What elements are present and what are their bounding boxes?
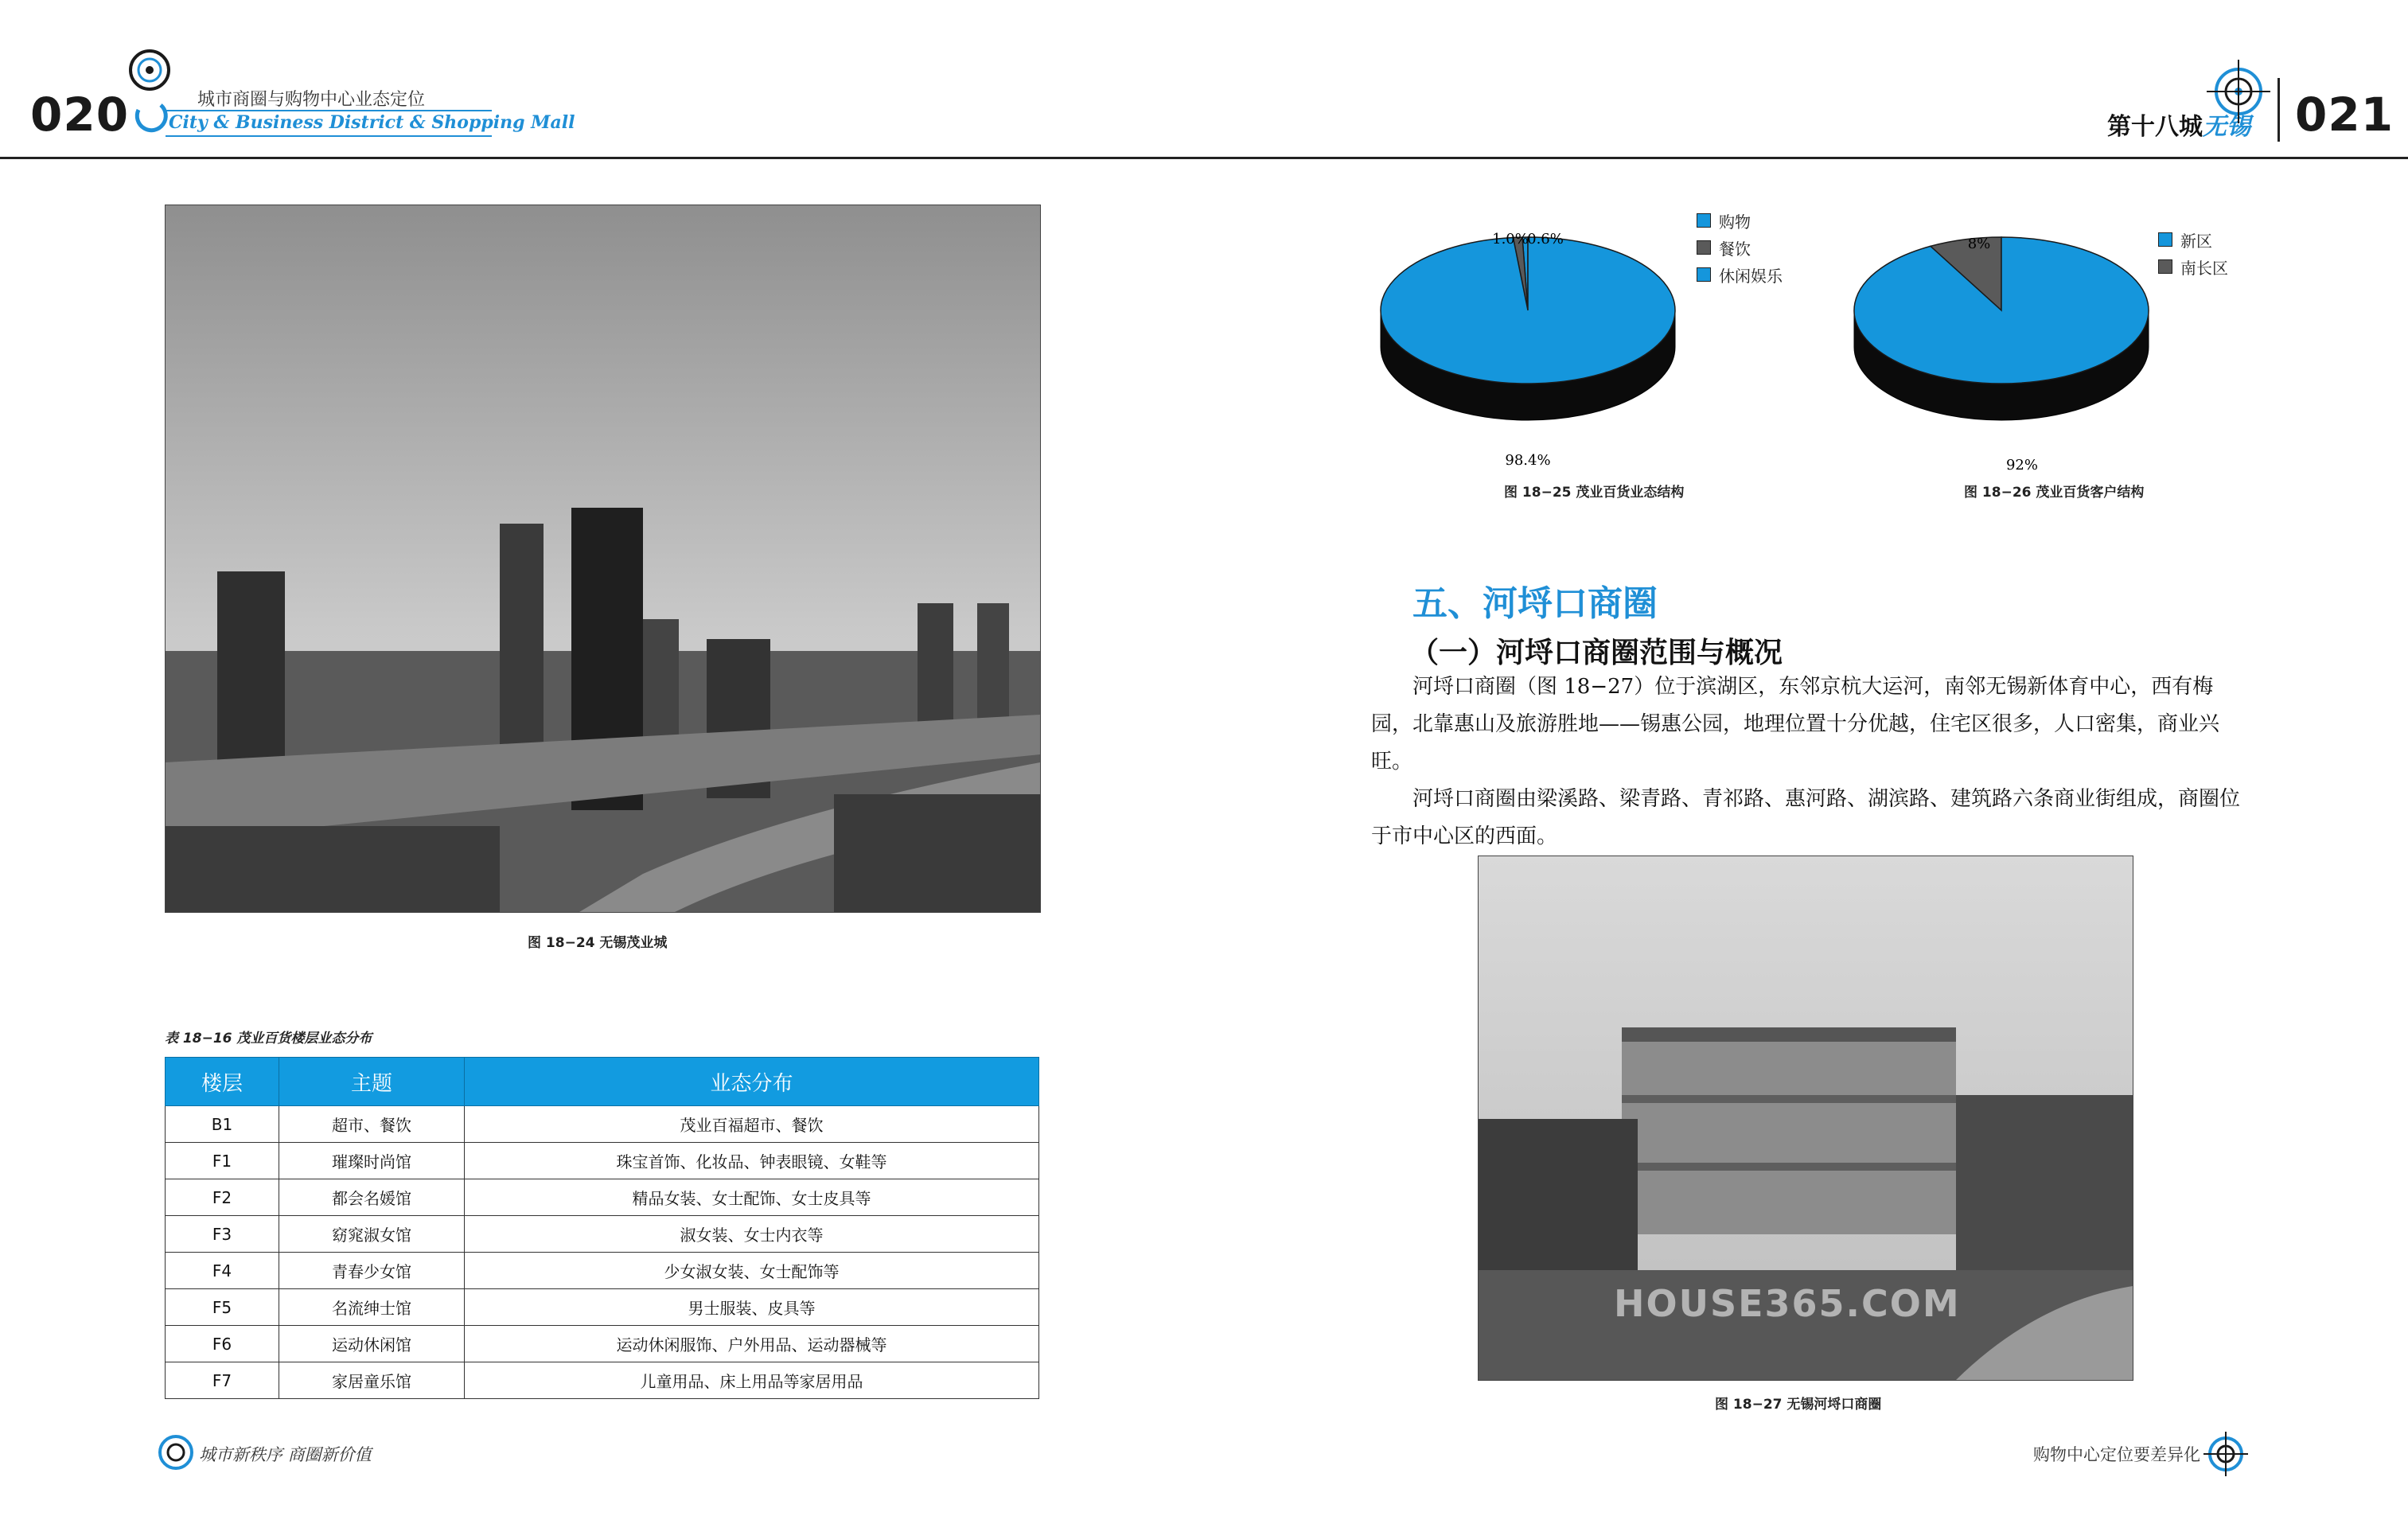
- table-cell: 名流绅士馆: [279, 1289, 465, 1326]
- table-cell: 璀璨时尚馆: [279, 1143, 465, 1179]
- legend-item: 新区: [2158, 226, 2228, 253]
- table-cell: F2: [166, 1179, 279, 1216]
- pie-value-label: 1.0%: [1492, 231, 1529, 248]
- chart2-caption: 图 18−26 茂业百货客户结构: [1964, 485, 2145, 501]
- legend-swatch: [1697, 213, 1711, 228]
- right-footer-text: 购物中心定位要差异化: [2033, 1445, 2200, 1464]
- table-cell: 青春少女馆: [279, 1253, 465, 1289]
- table-row: [166, 1106, 1039, 1143]
- table-cell: 都会名媛馆: [279, 1179, 465, 1216]
- pie-value-label: 98.4%: [1505, 452, 1551, 469]
- table-cell: 珠宝首饰、化妆品、钟表眼镜、女鞋等: [465, 1143, 1039, 1179]
- table-row: [166, 1289, 1039, 1326]
- right-photo-caption: 图 18−27 无锡河埒口商圈: [1715, 1397, 1882, 1413]
- customer-structure-pie-chart: [1842, 207, 2161, 477]
- footer-swirl-icon: [156, 1432, 196, 1472]
- right-header-title: 第十八城无锡: [2107, 113, 2250, 141]
- table-cell: 超市、餐饮: [279, 1106, 465, 1143]
- chart1-caption: 图 18−25 茂业百货业态结构: [1504, 485, 1685, 501]
- table-cell: F4: [166, 1253, 279, 1289]
- helekou-building-photo: [1478, 856, 2133, 1381]
- city-skyline-photo: [165, 205, 1041, 913]
- legend-item: 休闲娱乐: [1697, 261, 1783, 288]
- sub-title: （一）河埒口商圈范围与概况: [1410, 637, 1783, 669]
- left-header-subtitle: City & Business District & Shopping Mall: [166, 110, 492, 137]
- table-header-row: [166, 1058, 1039, 1106]
- table-cell: 运动休闲馆: [279, 1326, 465, 1362]
- pie-slice-购物: [1381, 237, 1675, 384]
- table-cell: 淑女装、女士内衣等: [465, 1216, 1039, 1253]
- paragraph: 河埒口商圈（图 18−27）位于滨湖区，东邻京杭大运河，南邻无锡新体育中心，西有梅园，北靠惠山及旅游胜地——锡惠公园，地理位置十分优越，住宅区很多，人口密集，商业兴旺。: [1371, 675, 2220, 774]
- table-cell: F7: [166, 1362, 279, 1399]
- pie-value-label: 92%: [2005, 457, 2039, 474]
- table-cell: F5: [166, 1289, 279, 1326]
- table-row: [166, 1143, 1039, 1179]
- table-cell: 少女淑女装、女士配饰等: [465, 1253, 1039, 1289]
- table-row: [166, 1253, 1039, 1289]
- city-name: 无锡: [2203, 113, 2250, 141]
- table-row: [166, 1216, 1039, 1253]
- business-structure-pie-chart: [1369, 207, 1687, 477]
- header-divider: [2277, 78, 2280, 142]
- table-cell: F3: [166, 1216, 279, 1253]
- legend-item: 南长区: [2158, 253, 2228, 280]
- left-page-number: 020: [30, 88, 130, 142]
- table-cell: 窈窕淑女馆: [279, 1216, 465, 1253]
- right-page-number: 021: [2295, 88, 2394, 142]
- photo-watermark: HOUSE365.COM: [1614, 1282, 1961, 1325]
- left-footer-text: 城市新秩序 商圈新价值: [199, 1445, 372, 1464]
- legend-swatch: [2158, 232, 2172, 247]
- table-cell: 儿童用品、床上用品等家居用品: [465, 1362, 1039, 1399]
- table-row: [166, 1362, 1039, 1399]
- crosshair-icon: [2203, 56, 2274, 127]
- section-title: 五、河埒口商圈: [1412, 583, 1658, 624]
- table-row: [166, 1326, 1039, 1362]
- left-header-title: 城市商圈与购物中心业态定位: [197, 90, 426, 110]
- table-cell: F1: [166, 1143, 279, 1179]
- table-cell: B1: [166, 1106, 279, 1143]
- left-photo-caption: 图 18−24 无锡茂业城: [528, 935, 668, 951]
- table-cell: 精品女装、女士配饰、女士皮具等: [465, 1179, 1039, 1216]
- column-header-format: 业态分布: [465, 1058, 1039, 1106]
- table-row: [166, 1179, 1039, 1216]
- column-header-floor: 楼层: [166, 1058, 279, 1106]
- legend-item: 餐饮: [1697, 234, 1783, 261]
- floor-distribution-table: [165, 1057, 1039, 1399]
- pie-value-label: 8%: [1967, 236, 1991, 252]
- footer-crosshair-icon: [2201, 1429, 2250, 1479]
- paragraph: 河埒口商圈由梁溪路、梁青路、青祁路、惠河路、湖滨路、建筑路六条商业街组成，商圈位于市中心区的西面。: [1371, 787, 2241, 848]
- legend-swatch: [1697, 240, 1711, 255]
- pie2-legend: [2158, 226, 2228, 280]
- table-cell: 茂业百福超市、餐饮: [465, 1106, 1039, 1143]
- legend-swatch: [2158, 259, 2172, 274]
- column-header-theme: 主题: [279, 1058, 465, 1106]
- table-caption: 表 18−16 茂业百货楼层业态分布: [165, 1031, 372, 1047]
- header-rule: [0, 157, 2408, 159]
- table-cell: F6: [166, 1326, 279, 1362]
- legend-item: 购物: [1697, 207, 1783, 234]
- pie1-legend: [1697, 207, 1783, 288]
- pie-slice-新区: [1854, 237, 2149, 384]
- table-cell: 男士服装、皮具等: [465, 1289, 1039, 1326]
- pie-value-label: 0.6%: [1527, 231, 1564, 248]
- legend-swatch: [1697, 267, 1711, 282]
- table-cell: 运动休闲服饰、户外用品、运动器械等: [465, 1326, 1039, 1362]
- table-cell: 家居童乐馆: [279, 1362, 465, 1399]
- body-text: [1371, 668, 2246, 856]
